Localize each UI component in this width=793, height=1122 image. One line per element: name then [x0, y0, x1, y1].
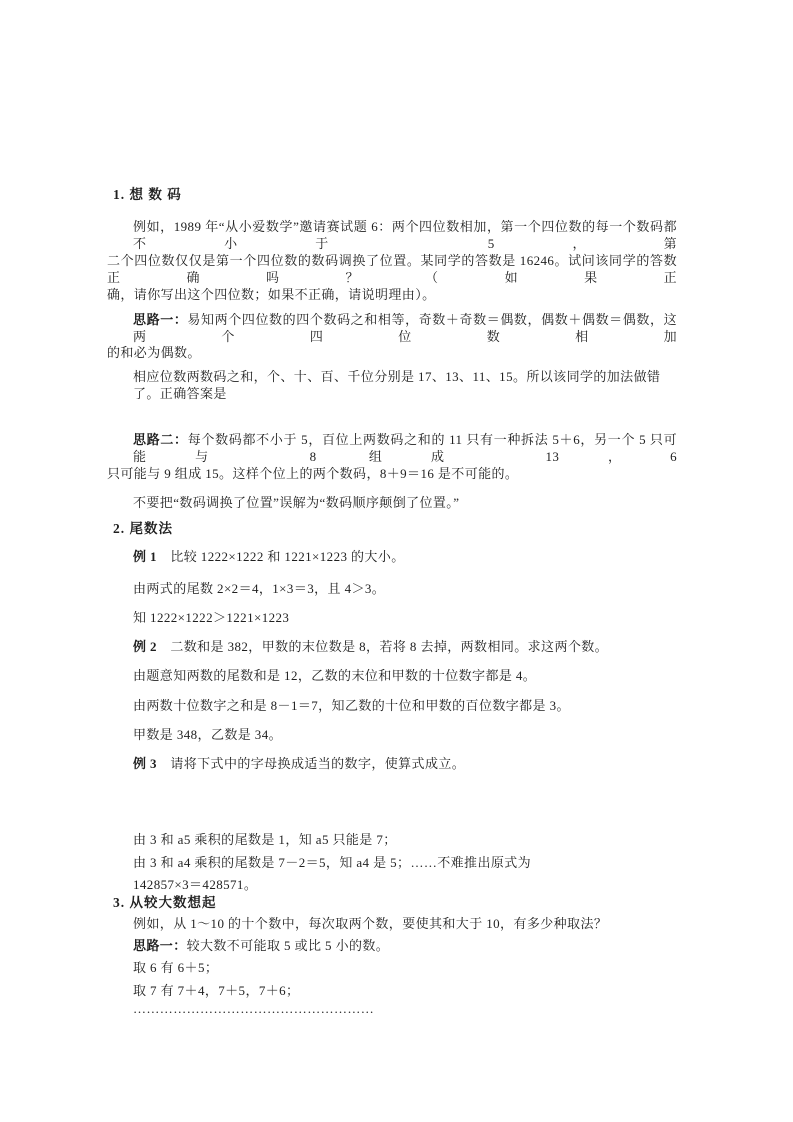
line-emphasis: 思路一：	[133, 312, 188, 327]
text-line	[107, 548, 677, 565]
text-line	[107, 854, 677, 871]
text-line	[107, 667, 677, 684]
line-text: 易知两个四位数的四个数码之和相等，奇数＋奇数＝偶数，偶数＋偶数＝偶数，这两个四位数相加	[133, 312, 677, 344]
text-line	[107, 286, 677, 303]
text-line	[107, 344, 677, 361]
line-text: ………………………………………………	[133, 1001, 375, 1016]
section-heading-3: 3. 从较大数想起	[113, 895, 217, 910]
text-line	[107, 638, 677, 655]
line-text: 由 3 和 a5 乘积的尾数是 1，知 a5 只能是 7；	[133, 832, 397, 847]
line-text: 二数和是 382，甲数的末位数是 8，若将 8 去掉，两数相同。求这两个数。	[156, 639, 609, 654]
text-line	[107, 937, 677, 954]
text-line	[107, 726, 677, 743]
line-emphasis: 例 2	[133, 639, 157, 654]
line-text: 只可能与 9 组成 15。这样个位上的两个数码，8＋9＝16 是不可能的。	[107, 466, 519, 481]
line-text: 不要把“数码调换了位置”误解为“数码顺序颠倒了位置。”	[133, 495, 460, 510]
text-line	[107, 959, 677, 976]
line-text: 比较 1222×1222 和 1221×1223 的大小。	[156, 549, 405, 564]
line-text: 例如，1989 年“从小爱数学”邀请赛试题 6：两个四位数相加，第一个四位数的每一个数码都不小于 5，第	[133, 219, 677, 251]
line-text: 由题意知两数的尾数和是 12，乙数的末位和甲数的十位数字都是 4。	[133, 668, 537, 683]
text-line	[107, 876, 677, 893]
section-heading-1: 1. 想 数 码	[113, 187, 182, 202]
text-line	[107, 465, 677, 482]
text-line	[107, 609, 677, 626]
text-line	[107, 431, 677, 465]
text-line	[107, 368, 677, 402]
line-text: 的和必为偶数。	[107, 345, 201, 360]
line-text: 较大数不可能取 5 或比 5 小的数。	[186, 938, 390, 953]
text-line	[107, 252, 677, 286]
line-text: 每个数码都不小于 5，百位上两数码之和的 11 只有一种拆法 5＋6，另一个 5 只可能与 8 组成 13，6	[133, 432, 677, 464]
text-line	[107, 218, 677, 252]
line-text: 知 1222×1222＞1221×1223	[133, 610, 290, 625]
line-text: 请将下式中的字母换成适当的数字，使算式成立。	[156, 756, 466, 771]
line-text: 由 3 和 a4 乘积的尾数是 7－2＝5，知 a4 是 5；……不难推出原式为	[133, 855, 532, 870]
line-text: 取 6 有 6＋5；	[133, 960, 219, 975]
text-line	[107, 697, 677, 714]
line-text: 由两数十位数字之和是 8－1＝7，知乙数的十位和甲数的百位数字都是 3。	[133, 698, 570, 713]
line-text: 二个四位数仅仅是第一个四位数的数码调换了位置。某同学的答数是 16246。试问该同学的答数正确吗？（如果正	[107, 253, 677, 285]
line-text: 142857×3＝428571。	[133, 877, 258, 892]
text-line	[107, 915, 677, 932]
line-emphasis: 思路二：	[133, 432, 188, 447]
text-line	[107, 755, 677, 772]
line-emphasis: 思路一：	[133, 938, 187, 953]
text-line	[107, 580, 677, 597]
line-text: 确，请你写出这个四位数；如果不正确，请说明理由）。	[107, 287, 436, 302]
text-line	[107, 982, 677, 999]
line-emphasis: 例 3	[133, 756, 157, 771]
line-text: 甲数是 348，乙数是 34。	[133, 727, 283, 742]
text-line	[107, 311, 677, 345]
line-text: 由两式的尾数 2×2＝4，1×3＝3，且 4＞3。	[133, 581, 386, 596]
line-text: 相应位数两数码之和，个、十、百、千位分别是 17、13、11、15。所以该同学的加法做错了。正确答案是	[133, 369, 661, 401]
text-line	[107, 494, 677, 511]
line-text: 取 7 有 7＋4，7＋5，7＋6；	[133, 983, 300, 998]
ellipsis-line	[107, 1000, 677, 1017]
section-heading-2: 2. 尾数法	[113, 521, 173, 536]
text-line	[107, 831, 677, 848]
line-text: 例如，从 1～10 的十个数中，每次取两个数，要使其和大于 10，有多少种取法？	[133, 916, 608, 931]
line-emphasis: 例 1	[133, 549, 157, 564]
